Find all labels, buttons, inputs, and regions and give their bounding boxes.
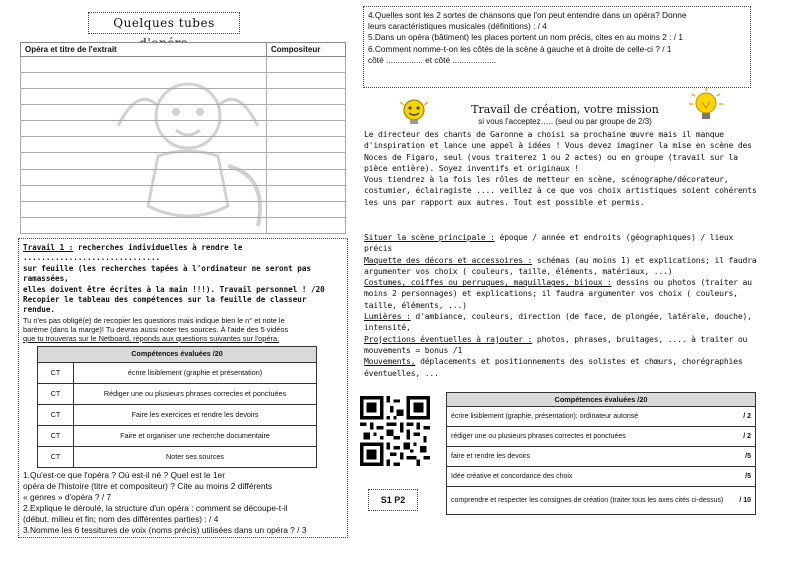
table-row (21, 185, 346, 201)
table-row: écrire lisiblement (graphie, présentation); ordinateur autorisé / 2 (447, 407, 756, 427)
opera-table (20, 42, 346, 234)
table-row (21, 121, 346, 137)
competences-header: Compétences évaluées /20 (447, 393, 756, 407)
competences-table-right (446, 392, 756, 515)
table-row (21, 73, 346, 89)
composer-col-header: Compositeur (267, 43, 346, 57)
table-row: Idée créative et concordance des choix /5 (447, 467, 756, 487)
opera-tubes-section (18, 6, 346, 234)
lightbulb-face-icon (398, 96, 430, 126)
competences-header: Compétences évaluées /20 (38, 346, 317, 362)
table-row (21, 169, 346, 185)
session-badge: S1 P2 (368, 489, 418, 511)
list-item: Maquette des décors et accessoires : schémas (au moins 1) et explications; il faudra argumenter vos choix ( couleurs, taille, éléments, matériaux, ...) (364, 254, 757, 276)
opera-tubes-title: Quelques tubes (88, 12, 240, 34)
creation-title: Travail de création, votre mission (471, 103, 659, 116)
travail1-heading: Travail 1 : (23, 243, 74, 252)
list-item: Projections éventuelles à rajouter : photos, phrases, bruitages, .... à traiter ou mouvements = bonus /1 (364, 333, 748, 355)
table-row (21, 57, 346, 73)
list-item: Mouvements, déplacements et positionnements des solistes et chœurs, chorégraphies éventuelles, ... (364, 356, 743, 378)
table-row: rédiger une ou plusieurs phrases correctes et ponctuées / 2 (447, 427, 756, 447)
table-row: CT Faire les exercices et rendre les devoirs (38, 404, 317, 425)
table-row (21, 137, 346, 153)
list-item: Situer la scène principale : époque / année et endroits (géographiques) / lieux précis (364, 232, 734, 254)
creation-subtitle: si vous l'acceptez….. (seul ou par groupe de 2/3) (478, 117, 652, 126)
questions-box: 4.Quelles sont les 2 sortes de chansons que l'on peut entendre dans un opéra? Donne leurs caractéristiques musicales (définitions) : / 4 5.Dans un opéra (bâtiment) les places portent un nom précis, cites en au moins 2 : / 1 6.Comment nomme-t-on les côtés de la scène à gauche et à droite de celle-ci ? / 1 côté ................ et côté ................... (363, 6, 751, 88)
travail1-box (18, 238, 348, 538)
table-row: CT écrire lisiblement (graphie et présentation) (38, 362, 317, 383)
creation-description: Le directeur des chants de Garonne a choisi sa prochaine œuvre mais il manque d'inspiration et lance une appel à idées ! Vous devez imaginer la mise en scène des Noces de Figaro, seul (vous traiterez 1 ou 2 actes) ou en groupe (travail sur la pièce entière). Soyez inventifs et originaux ! Vous tiendrez à la fois les rôles de metteur en scène, scénographe/décorateur, costumier, éclairagiste .... veillez à ce que vos choix artistiques soient cohérents les uns par rapport aux autres. Tout est possible et permis. (364, 129, 757, 207)
table-row (21, 105, 346, 121)
list-item: Costumes, coiffes ou perruques, maquillages, bijoux : dessins ou photos (traiter au moins 2 personnages) et explications; il faudra argumenter vos choix ( couleurs, taille, éléments, ...) (364, 277, 752, 310)
travail1-note: Tu n'es pas obligé(e) de recopier les questions mais indique bien le n° et note le barème (dans la marge)! Tu devras aussi noter tes sources. À l'aide des 5 vidéos que tu trouveras sur le Netboard, réponds aux questions suivantes sur l'opéra. (23, 315, 289, 343)
travail1-questions: 1.Qu'est-ce que l'opéra ? Où est-il né ? Quel est le 1er opéra de l'histoire (titre et compositeur) ? Cite au moins 2 différents « genres » d'opéra ? / 7 2.Explique le déroulé, la structure d'un opéra : comment se découpe-t-il (début, milieu et fin; nom des différentes parties) : / 4 3.Nomme les 6 tessitures de voix (noms précis) utilisées dans un opéra ? / 3 (23, 469, 307, 535)
table-row: faire et rendre les devoirs /5 (447, 447, 756, 467)
table-row (21, 201, 346, 217)
qr-code-icon[interactable] (360, 396, 430, 466)
opera-col-header: Opéra et titre de l'extrait (21, 43, 267, 57)
table-row (21, 153, 346, 169)
table-row (21, 217, 346, 233)
table-row: comprendre et respecter les consignes de création (traiter tous les axes cités ci-dessus) / 10 (447, 487, 756, 515)
table-row: CT Faire et organiser une recherche documentaire (38, 425, 317, 446)
creation-list (364, 232, 760, 379)
lightbulb-icon (688, 88, 724, 124)
competences-table-left (37, 346, 317, 468)
list-item: Lumières : d'ambiance, couleurs, direction (de face, de plongée, latérale, douche), intensité, (364, 311, 752, 333)
table-row: CT Noter ses sources (38, 446, 317, 467)
table-row: CT Rédiger une ou plusieurs phrases correctes et ponctuées (38, 383, 317, 404)
travail1-instructions: Travail 1 : recherches individuelles à rendre le .............................. sur feuille (les recherches tapées à l'ordinateur ne seront pas ramassées, elles doivent être écrites à la main !!!). Travail personnel ! /20 Recopier le tableau des compétences sur la feuille de classeur rendue. (23, 243, 325, 315)
table-row (21, 89, 346, 105)
